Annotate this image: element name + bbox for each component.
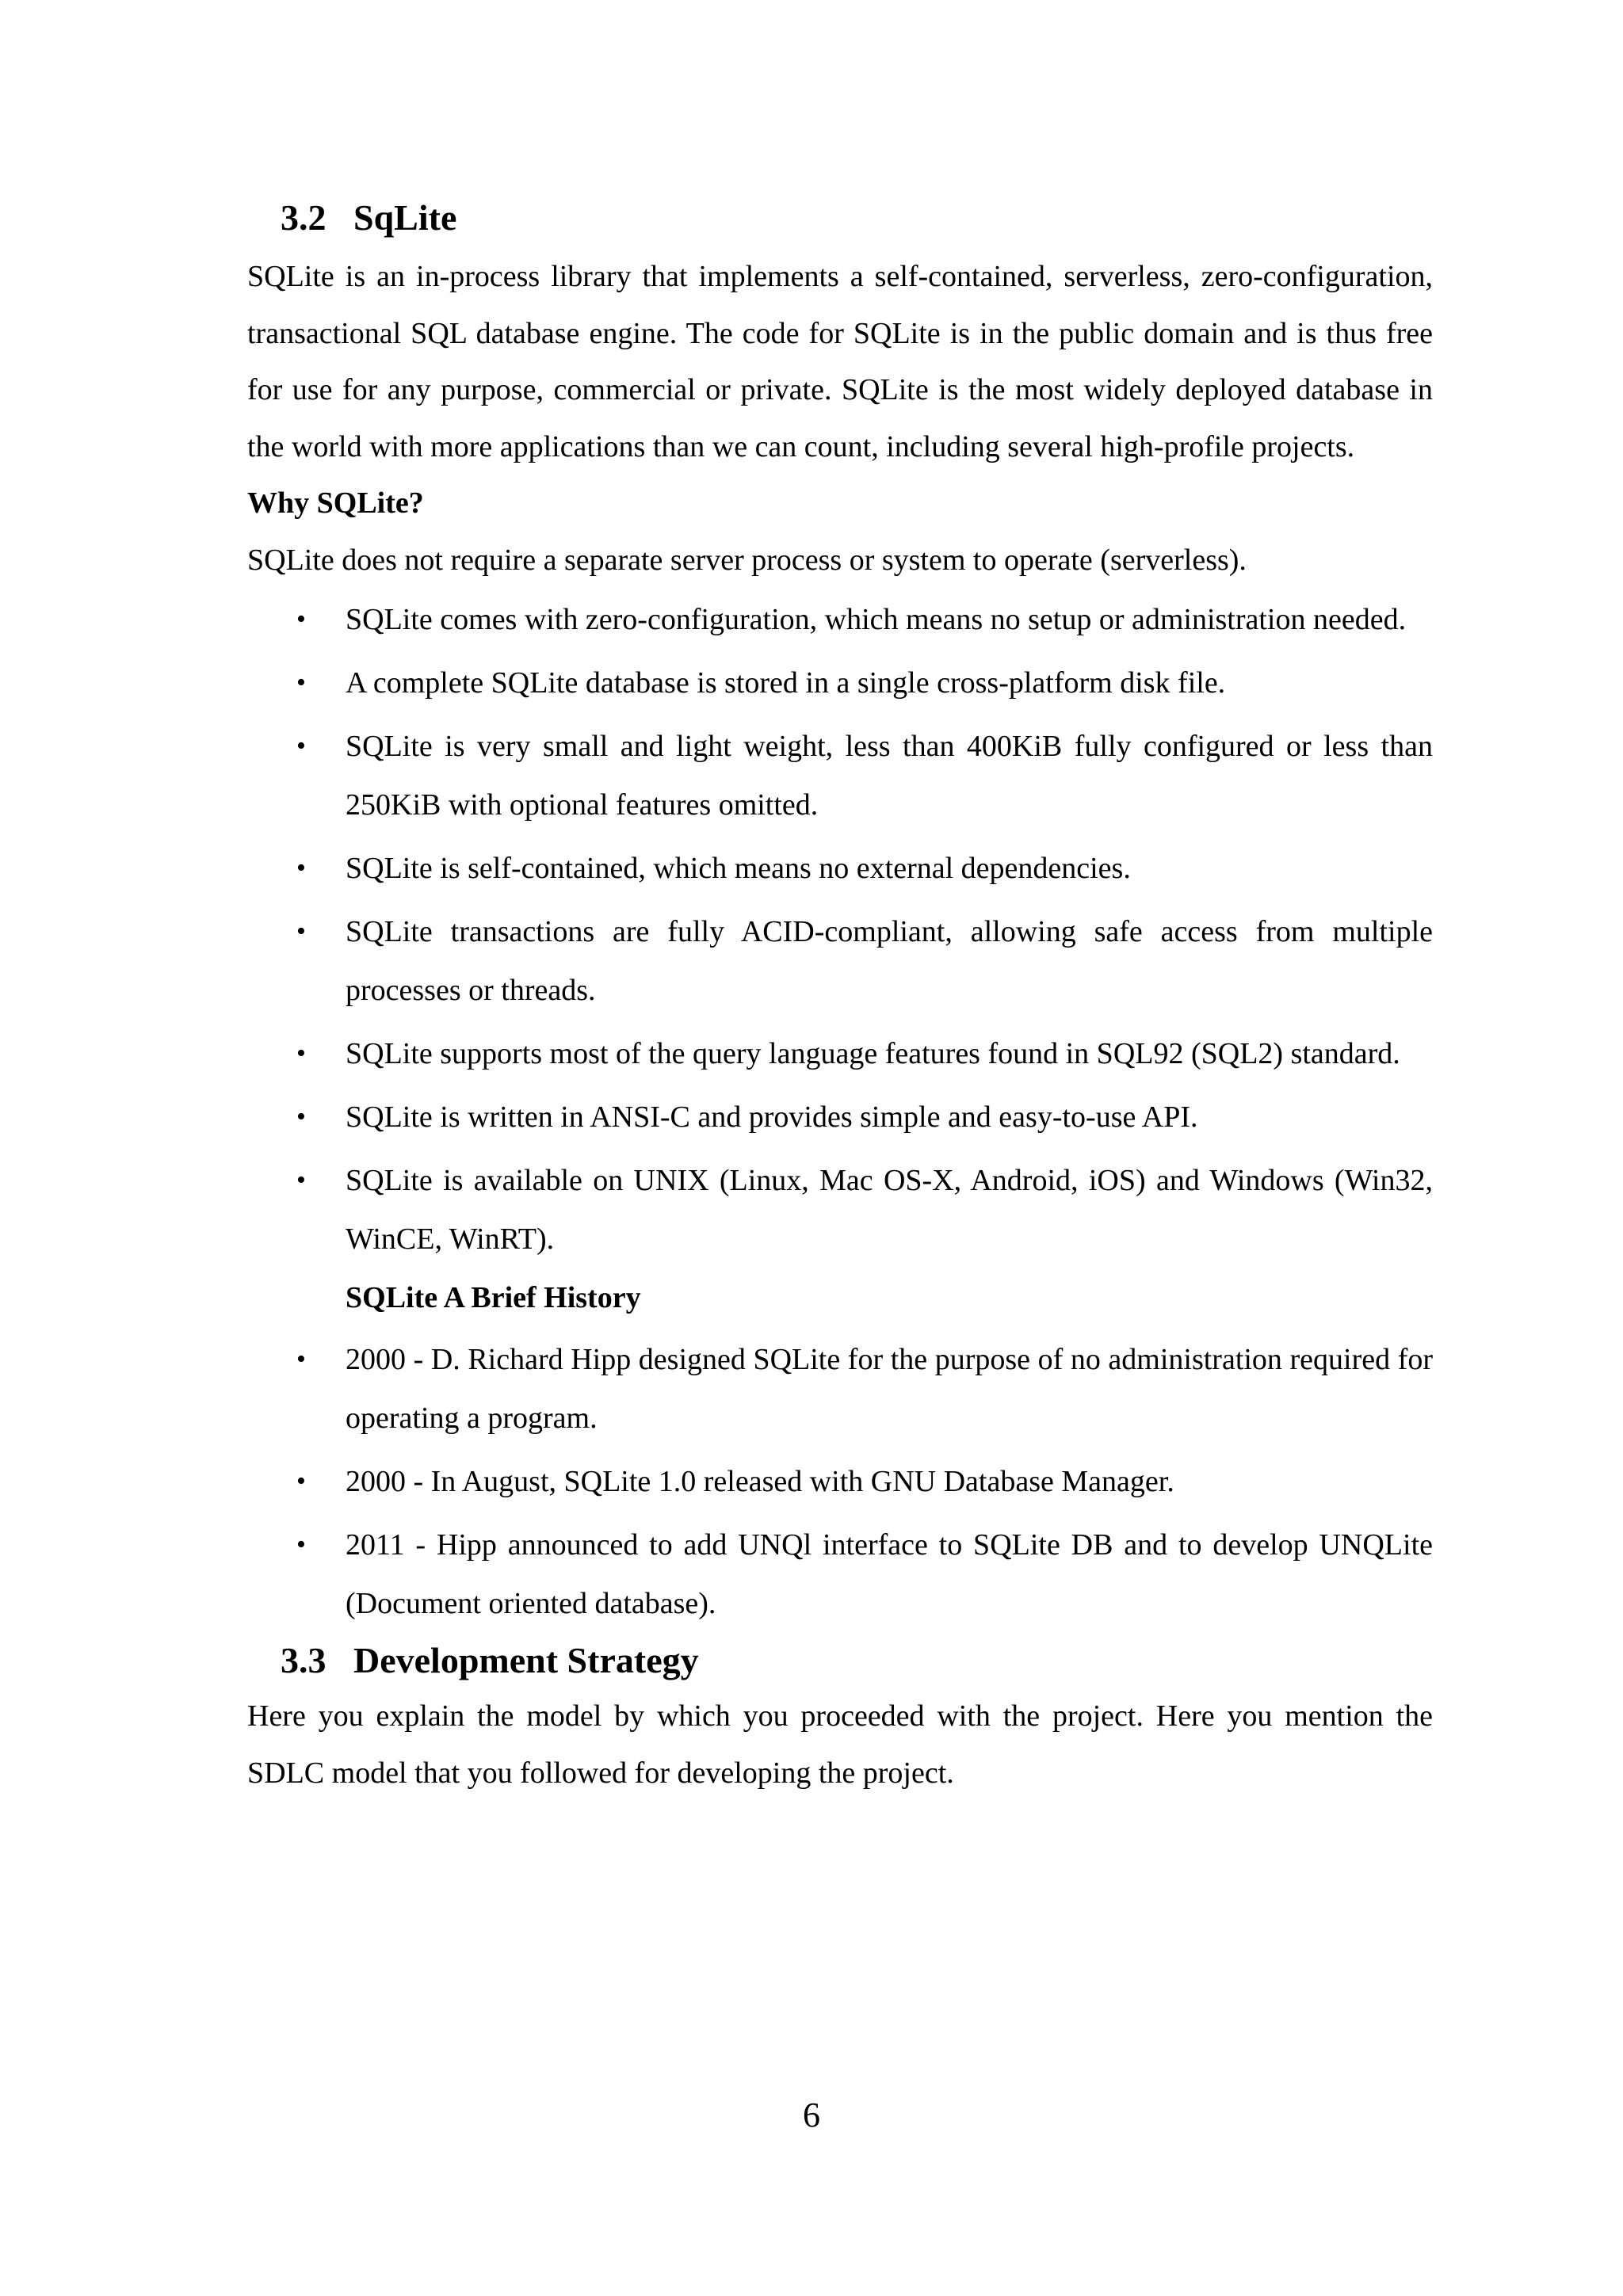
why-sqlite-heading: Why SQLite? <box>247 486 424 520</box>
list-item-text: SQLite is very small and light weight, less than 400KiB fully configured or less than 250KiB with optional features omitted. <box>346 730 1433 822</box>
why-sqlite-list <box>247 590 1433 1268</box>
list-item-text: SQLite transactions are fully ACID-compliant, allowing safe access from multiple processes or threads. <box>346 915 1433 1007</box>
list-item-text: A complete SQLite database is stored in a single cross-platform disk file. <box>346 666 1226 700</box>
list-item-text: SQLite supports most of the query language features found in SQL92 (SQL2) standard. <box>346 1037 1400 1070</box>
list-item <box>247 590 1433 649</box>
why-sqlite-lead: SQLite does not require a separate server process or system to operate (serverless). <box>247 543 1247 577</box>
bullet-icon: • <box>296 917 306 946</box>
bullet-icon: • <box>296 1165 306 1195</box>
bullet-icon: • <box>296 668 306 697</box>
list-item <box>247 1088 1433 1146</box>
bullet-icon: • <box>296 1530 306 1559</box>
history-list <box>247 1330 1433 1633</box>
list-item <box>247 1516 1433 1633</box>
list-item-text: 2000 - In August, SQLite 1.0 released with GNU Database Manager. <box>346 1465 1174 1498</box>
list-item-text: SQLite is written in ANSI-C and provides simple and easy-to-use API. <box>346 1100 1198 1134</box>
bullet-icon: • <box>296 605 306 634</box>
strategy-paragraph: Here you explain the model by which you proceeded with the project. Here you mention the SDLC model that you followed for developing the project. <box>247 1699 1433 1790</box>
list-item <box>247 654 1433 712</box>
list-item-text: 2011 - Hipp announced to add UNQl interface to SQLite DB and to develop UNQLite (Document oriented database). <box>346 1528 1433 1620</box>
bullet-icon: • <box>296 1466 306 1496</box>
bullet-icon: • <box>296 1102 306 1131</box>
page-content <box>247 190 1433 1802</box>
list-item <box>247 839 1433 898</box>
list-item <box>247 1151 1433 1268</box>
list-item <box>247 902 1433 1020</box>
list-item <box>247 1330 1433 1447</box>
section-number: 3.3 <box>281 1640 327 1680</box>
list-item-text: SQLite comes with zero-configuration, which means no setup or administration needed. <box>346 603 1407 636</box>
section-title: Development Strategy <box>353 1640 699 1680</box>
page-number: 6 <box>803 2096 820 2134</box>
bullet-icon: • <box>296 1344 306 1374</box>
list-item <box>247 717 1433 834</box>
list-item-text: 2000 - D. Richard Hipp designed SQLite for the purpose of no administration required for operating a program. <box>346 1343 1433 1435</box>
history-heading: SQLite A Brief History <box>346 1281 641 1314</box>
section-number: 3.2 <box>281 197 327 238</box>
bullet-icon: • <box>296 1039 306 1068</box>
list-item-text: SQLite is available on UNIX (Linux, Mac OS-X, Android, iOS) and Windows (Win32, WinCE, WinRT). <box>346 1164 1433 1256</box>
bullet-icon: • <box>296 853 306 883</box>
sqlite-intro-paragraph: SQLite is an in-process library that implements a self-contained, serverless, zero-configuration, transactional SQL database engine. The code for SQLite is in the public domain and is thus free for use for any purpose, commercial or private. SQLite is the most widely deployed database in the world with more applications than we can count, including several high-profile projects. <box>247 260 1433 463</box>
list-item <box>247 1024 1433 1083</box>
list-item-text: SQLite is self-contained, which means no external dependencies. <box>346 852 1131 885</box>
bullet-icon: • <box>296 731 306 761</box>
section-heading-sqlite <box>247 190 1433 246</box>
section-heading-strategy <box>247 1633 1433 1688</box>
section-title: SqLite <box>353 197 457 238</box>
list-item <box>247 1452 1433 1511</box>
